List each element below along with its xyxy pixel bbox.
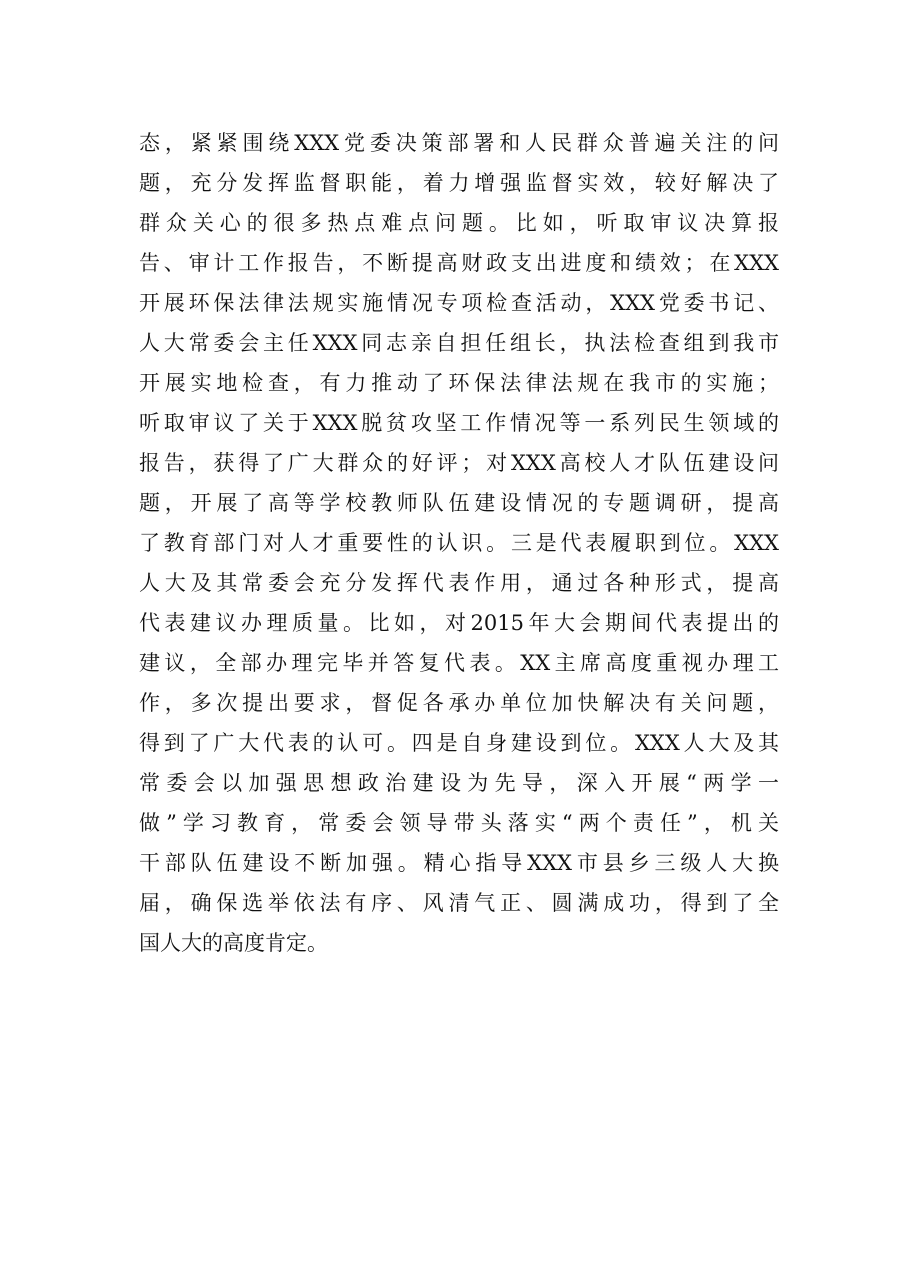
- text-line: 群众关心的很多热点难点问题。比如，听取审议决算报: [139, 211, 779, 235]
- body-paragraph: [139, 123, 779, 963]
- text-line: 听取审议了关于XXX脱贫攻坚工作情况等一系列民生领域的: [139, 411, 779, 435]
- text-line: 建议，全部办理完毕并答复代表。XX主席高度重视办理工: [139, 651, 779, 675]
- text-line: 题，充分发挥监督职能，着力增强监督实效，较好解决了: [139, 171, 779, 195]
- text-line: 国人大的高度肯定。: [139, 931, 328, 955]
- text-line: 代表建议办理质量。比如，对2015年大会期间代表提出的: [139, 611, 779, 635]
- text-line: 题，开展了高等学校教师队伍建设情况的专题调研，提高: [139, 491, 779, 515]
- text-line: 常委会以加强思想政治建设为先导，深入开展“两学一: [139, 771, 779, 795]
- text-line: 干部队伍建设不断加强。精心指导XXX市县乡三级人大换: [139, 851, 779, 875]
- text-line: 了教育部门对人才重要性的认识。三是代表履职到位。XXX: [139, 531, 779, 555]
- text-line: 人大及其常委会充分发挥代表作用，通过各种形式，提高: [139, 571, 779, 595]
- text-line: 告、审计工作报告，不断提高财政支出进度和绩效；在XXX: [139, 251, 779, 275]
- text-line: 人大常委会主任XXX同志亲自担任组长，执法检查组到我市: [139, 331, 779, 355]
- text-line: 作，多次提出要求，督促各承办单位加快解决有关问题，: [139, 691, 779, 715]
- text-line: 报告，获得了广大群众的好评；对XXX高校人才队伍建设问: [139, 451, 779, 475]
- text-line: 做”学习教育，常委会领导带头落实“两个责任”，机关: [139, 811, 779, 835]
- text-line: 开展环保法律法规实施情况专项检查活动，XXX党委书记、: [139, 291, 779, 315]
- text-line: 态，紧紧围绕XXX党委决策部署和人民群众普遍关注的问: [139, 131, 779, 155]
- text-line: 开展实地检查，有力推动了环保法律法规在我市的实施；: [139, 371, 779, 395]
- text-line: 届，确保选举依法有序、风清气正、圆满成功，得到了全: [139, 891, 779, 915]
- text-line: 得到了广大代表的认可。四是自身建设到位。XXX人大及其: [139, 731, 779, 755]
